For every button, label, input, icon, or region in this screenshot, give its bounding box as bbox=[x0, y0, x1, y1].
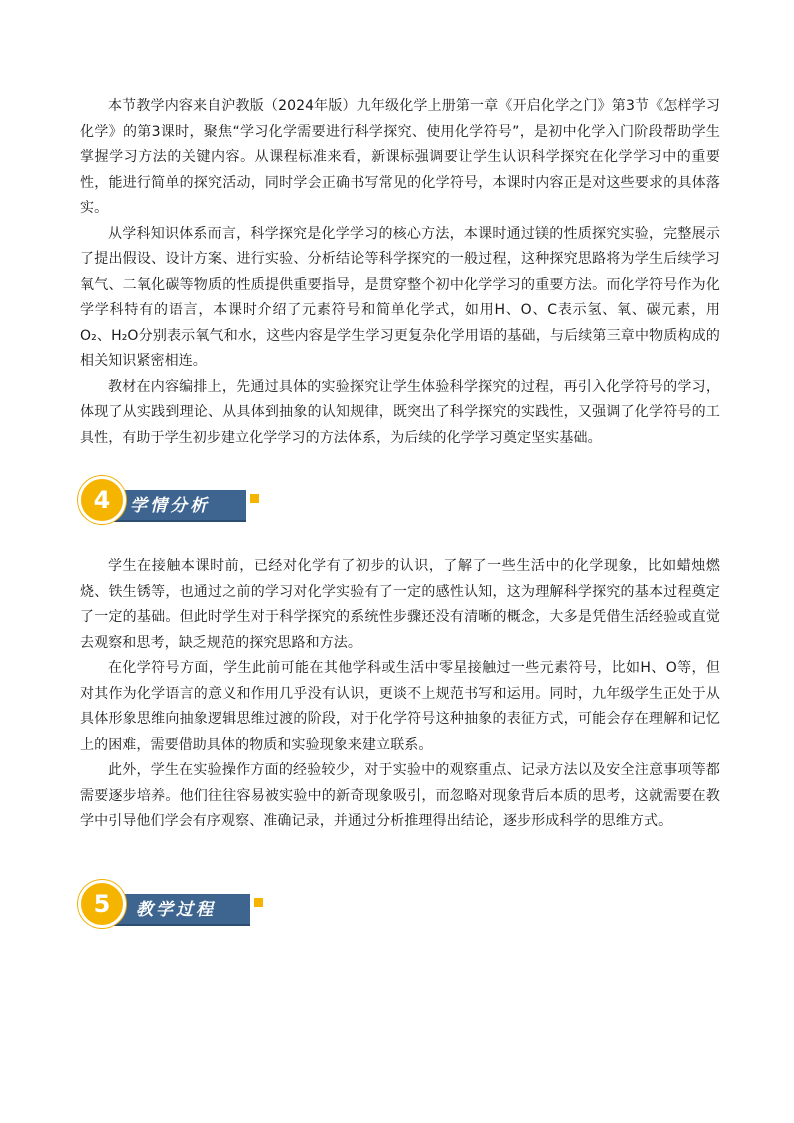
section-5-title: 教学过程 bbox=[136, 900, 216, 920]
section-4-accent-square bbox=[250, 494, 259, 503]
intro-section bbox=[80, 94, 720, 451]
intro-paragraph-2: 从学科知识体系而言，科学探究是化学学习的核心方法，本课时通过镁的性质探究实验，完整展示了提出假设、设计方案、进行实验、分析结论等科学探究的一般过程，这种探究思路将为学生后续学习氧气、二氧化碳等物质的性质提供重要指导，是贯穿整个初中化学学习的重要方法。而化学符号作为化学学科特有的语言，本课时介绍了元素符号和简单化学式，如用H、O、C表示氢、氧、碳元素，用O₂、H₂O分别表示氧气和水，这些内容是学生学习更复杂化学用语的基础，与后续第三章中物质构成的相关知识紧密相连。 bbox=[80, 225, 720, 369]
intro-paragraph-3: 教材在内容编排上，先通过具体的实验探究让学生体验科学探究的过程，再引入化学符号的学习，体现了从实践到理论、从具体到抽象的认知规律，既突出了科学探究的实践性，又强调了化学符号的工具性，有助于学生初步建立化学学习的方法体系，为后续的化学学习奠定坚实基础。 bbox=[80, 378, 720, 446]
section-4-paragraph-3: 此外，学生在实验操作方面的经验较少，对于实验中的观察重点、记录方法以及安全注意事项等都需要逐步培养。他们往往容易被实验中的新奇现象吸引，而忽略对现象背后本质的思考，这就需要在教学中引导他们学会有序观察、准确记录，并通过分析推理得出结论，逐步形成科学的思维方式。 bbox=[80, 762, 720, 829]
section-4-paragraph-1: 学生在接触本课时前，已经对化学有了初步的认识，了解了一些生活中的化学现象，比如蜡烛燃烧、铁生锈等，也通过之前的学习对化学实验有了一定的感性认知，这为理解科学探究的基本过程奠定了一定的基础。但此时学生对于科学探究的系统性步骤还没有清晰的概念，大多是凭借生活经验或直觉去观察和思考，缺乏规范的探究思路和方法。 bbox=[80, 558, 720, 651]
section-5-heading bbox=[78, 880, 268, 926]
section-4-paragraph-2: 在化学符号方面，学生此前可能在其他学科或生活中零星接触过一些元素符号，比如H、O等，但对其作为化学语言的意义和作用几乎没有认识，更谈不上规范书写和运用。同时，九年级学生正处于从具体形象思维向抽象逻辑思维过渡的阶段，对于化学符号这种抽象的表征方式，可能会存在理解和记忆上的困难，需要借助具体的物质和实验现象来建立联系。 bbox=[80, 660, 720, 753]
section-5-number-badge: 5 bbox=[78, 880, 126, 928]
section-5-accent-square bbox=[254, 898, 263, 907]
section-4-heading bbox=[78, 476, 268, 522]
intro-paragraph-1: 本节教学内容来自沪教版（2024年版）九年级化学上册第一章《开启化学之门》第3节《怎样学习化学》的第3课时，聚焦“学习化学需要进行科学探究、使用化学符号”，是初中化学入门阶段帮助学生掌握学习方法的关键内容。从课程标准来看，新课标强调要让学生认识科学探究在化学学习中的重要性，能进行简单的探究活动，同时学会正确书写常见的化学符号，本课时内容正是对这些要求的具体落实。 bbox=[80, 98, 720, 216]
section-4-body bbox=[80, 554, 720, 835]
section-4-title: 学情分析 bbox=[130, 496, 210, 516]
section-4-number-badge: 4 bbox=[78, 476, 126, 524]
